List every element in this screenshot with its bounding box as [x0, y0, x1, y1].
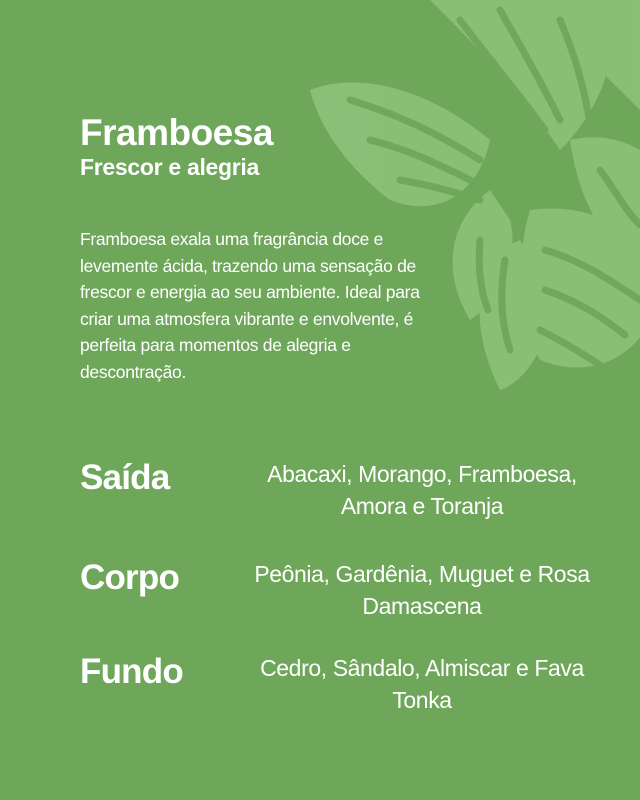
note-label: Saída — [80, 458, 170, 497]
product-title: Framboesa — [80, 112, 273, 153]
note-label: Fundo — [80, 652, 183, 691]
note-label: Corpo — [80, 558, 180, 597]
product-description: Framboesa exala uma fragrância doce e levemente ácida, trazendo uma sensação de frescor e energia ao seu ambiente. Ideal para criar uma atmosfera vibrante e envolvente, é perfeita para momentos de alegria e descontração. — [80, 229, 420, 382]
note-values: Abacaxi, Morango, Framboesa, Amora e Toranja — [267, 461, 577, 519]
product-subtitle: Frescor e alegria — [80, 154, 260, 180]
note-values: Peônia, Gardênia, Muguet e Rosa Damascena — [254, 561, 590, 619]
note-values: Cedro, Sândalo, Almiscar e Fava Tonka — [260, 655, 584, 713]
